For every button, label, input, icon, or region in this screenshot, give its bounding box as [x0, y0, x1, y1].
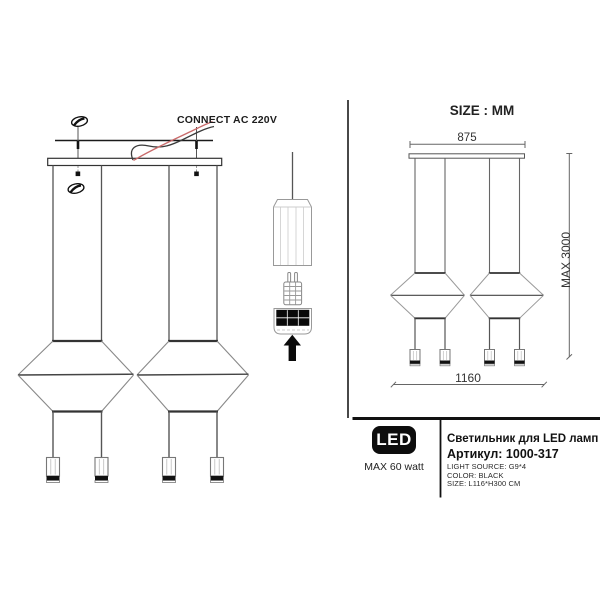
bulb-socket: [410, 350, 420, 366]
bulb-socket: [163, 458, 176, 483]
size-diagram: [391, 141, 573, 387]
bulb-cords: [53, 412, 217, 458]
up-arrow-icon: [284, 335, 301, 361]
lamp-shade: [18, 341, 134, 412]
bulb-socket: [440, 350, 450, 366]
pendant-lamp-drawing: [18, 115, 249, 482]
lamp-shade: [391, 273, 465, 318]
lamp-shade: [137, 341, 249, 412]
dim-875-label: 875: [457, 132, 477, 144]
bulb-sockets: [47, 458, 224, 483]
g9-bulb-icon: [284, 273, 302, 305]
bulb-socket: [95, 458, 108, 483]
dim-1160-label: 1160: [455, 371, 481, 385]
bulb-assembly-diagram: [274, 152, 312, 361]
led-badge: LED: [372, 426, 416, 454]
socket-holder-icon: [274, 309, 312, 335]
max-wattage-label: MAX 60 watt: [364, 461, 424, 473]
size-unit-title: SIZE : MM: [449, 103, 515, 118]
spec-light-source: LIGHT SOURCE: G9*4: [447, 462, 527, 471]
spec-size: SIZE: L116*H300 CM: [447, 479, 521, 488]
connect-ac-label: CONNECT AC 220V: [177, 114, 278, 126]
bulb-socket: [47, 458, 60, 483]
article-number: Артикул: 1000-317: [447, 447, 559, 461]
bulb-socket: [515, 350, 525, 366]
bulb-sockets: [410, 350, 525, 366]
bulb-socket: [485, 350, 495, 366]
product-name: Светильник для LED ламп: [447, 433, 599, 445]
mount-bolt: [76, 127, 81, 176]
dim-height-label: MAX 3000: [559, 231, 573, 289]
mount-screw-icon: [67, 182, 85, 194]
spec-color: COLOR: BLACK: [447, 470, 504, 480]
bulb-socket: [211, 458, 224, 483]
lamp-shade: [470, 273, 544, 318]
shade-part-icon: [274, 200, 312, 266]
suspension-rods: [415, 158, 520, 273]
canopy-bar: [409, 154, 525, 158]
mount-screw-icon: [71, 115, 89, 127]
bulb-cords: [415, 318, 520, 349]
